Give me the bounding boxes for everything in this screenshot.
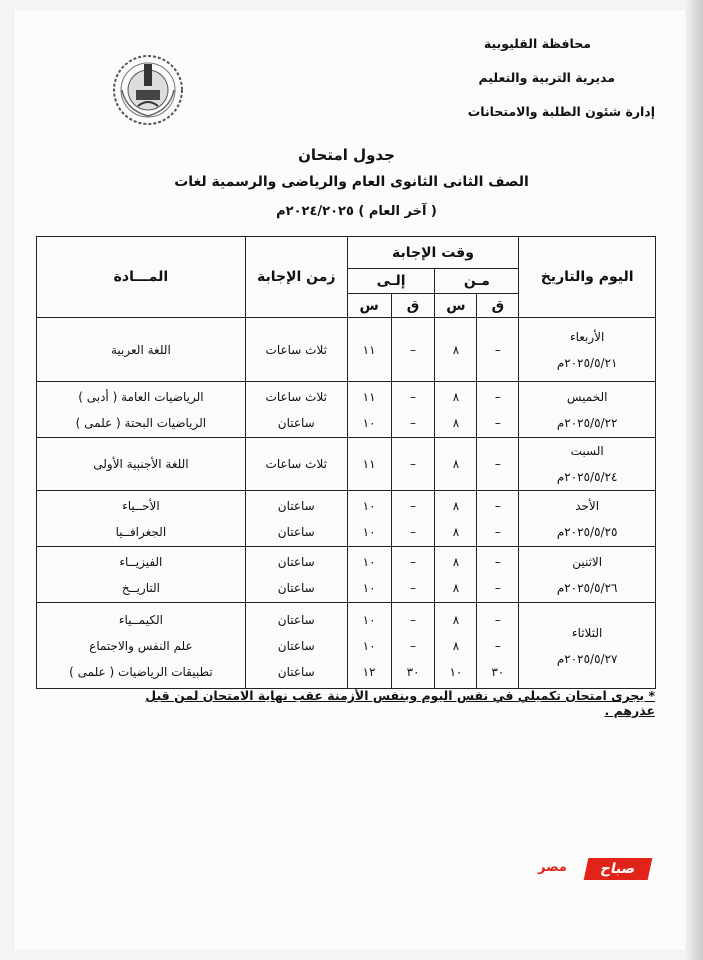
exam-schedule-table (36, 236, 656, 689)
to-q-value: – (410, 342, 417, 357)
from-s-cell (435, 603, 477, 689)
header-to-q: ق (391, 294, 435, 318)
to-s-cell (347, 491, 391, 547)
to-s-value: ١٠ (362, 498, 376, 513)
to-s-cell (347, 318, 391, 382)
day-name: السبت (570, 444, 604, 458)
subject-cell (37, 491, 246, 547)
subject-cell (37, 438, 246, 491)
duration-value: ساعتان (277, 580, 315, 595)
table-row (37, 603, 656, 689)
to-q-cell (391, 438, 435, 491)
from-q-value: – (494, 612, 501, 627)
from-s-value: ٨ (452, 554, 460, 569)
to-q-cell (391, 603, 435, 689)
schedule-title: جدول امتحان (298, 146, 395, 164)
table-row (37, 438, 656, 491)
subject-value: التاريــخ (121, 580, 160, 595)
day-name: الأربعاء (569, 329, 605, 344)
makeup-exam-note: * يجرى امتحان تكميلي في نفس اليوم وبنفس الأزمنة عقب نهاية الامتحان لمن قبل عذرهم . (145, 688, 655, 718)
from-q-cell (477, 491, 519, 547)
to-q-cell (391, 547, 435, 603)
subject-value: الرياضيات البحتة ( علمى ) (75, 415, 207, 430)
to-q-value: – (410, 612, 417, 627)
duration-cell (245, 603, 347, 689)
day-date-cell (519, 318, 656, 382)
grade-title: الصف الثانى الثانوى العام والرياضى والرسمية لغات (174, 174, 529, 190)
from-s-value: ٨ (452, 524, 460, 539)
exam-date: ٢٠٢٥/٥/٢٥م (556, 524, 618, 539)
to-s-cell (347, 382, 391, 438)
table-row (37, 491, 656, 547)
from-s-cell (435, 438, 477, 491)
brand-word: مصر (538, 860, 567, 875)
to-s-cell (347, 547, 391, 603)
duration-value: ساعتان (277, 524, 315, 539)
from-q-cell (477, 603, 519, 689)
day-date-cell (519, 382, 656, 438)
day-name: الأحد (575, 498, 600, 513)
from-q-value: – (494, 580, 501, 595)
to-q-value: – (410, 415, 417, 430)
governorate-label: محافظة القليوبية (483, 36, 591, 51)
header-from-q: ق (477, 294, 519, 318)
exam-date: ٢٠٢٥/٥/٢٢م (556, 415, 618, 430)
duration-value: ساعتان (277, 638, 315, 653)
from-s-cell (435, 547, 477, 603)
page-edge-shadow (685, 0, 703, 960)
subject-value: الفيزيــاء (119, 554, 163, 569)
from-s-value: ٨ (452, 342, 460, 357)
header-from: مـن (435, 269, 519, 294)
to-s-cell (347, 603, 391, 689)
duration-value: ثلاث ساعات (265, 342, 327, 357)
header-to-s: س (347, 294, 391, 318)
to-s-value: ١٠ (362, 612, 376, 627)
to-s-value: ١٠ (362, 554, 376, 569)
subject-value: الأحــياء (122, 498, 160, 513)
to-q-value: – (410, 638, 417, 653)
day-date-cell (519, 438, 656, 491)
header-day-date: اليوم والتاريخ (519, 237, 656, 318)
to-q-cell (391, 382, 435, 438)
subject-value: الكيمــياء (118, 612, 163, 627)
from-s-value: ١٠ (449, 664, 463, 679)
to-q-value: – (410, 524, 417, 539)
from-q-value: – (494, 554, 501, 569)
from-s-cell (435, 382, 477, 438)
day-name: الاثنين (572, 554, 603, 569)
subject-value: علم النفس والاجتماع (89, 638, 193, 653)
from-q-value: – (494, 415, 501, 430)
to-s-value: ١٠ (362, 638, 376, 653)
duration-cell (245, 438, 347, 491)
duration-value: ساعتان (277, 664, 315, 679)
from-s-value: ٨ (452, 638, 460, 653)
day-date-cell (519, 491, 656, 547)
from-q-value: ٣٠ (491, 664, 505, 679)
subject-cell (37, 547, 246, 603)
from-q-cell (477, 318, 519, 382)
duration-value: ثلاث ساعات (265, 389, 327, 404)
from-s-cell (435, 318, 477, 382)
day-date-cell (519, 603, 656, 689)
subject-value: اللغة الأجنبية الأولى (93, 457, 189, 471)
to-s-value: ١٢ (362, 664, 376, 679)
duration-value: ساعتان (277, 498, 315, 513)
duration-value: ثلاث ساعات (265, 457, 327, 471)
term-title: ( آخر العام ) ٢٠٢٤/٢٠٢٥م (276, 204, 437, 219)
to-s-value: ١٠ (362, 524, 376, 539)
table-row (37, 382, 656, 438)
from-q-value: – (494, 498, 501, 513)
from-q-value: – (494, 457, 501, 471)
day-name: الثلاثاء (571, 625, 603, 640)
to-q-value: – (410, 389, 417, 404)
brand-box: صباح (584, 858, 653, 880)
from-s-value: ٨ (452, 612, 460, 627)
to-q-value: – (410, 498, 417, 513)
to-q-cell (391, 318, 435, 382)
from-s-value: ٨ (452, 498, 460, 513)
to-s-value: ١٠ (362, 415, 376, 430)
from-s-cell (435, 491, 477, 547)
exam-date: ٢٠٢٥/٥/٢٤م (556, 470, 618, 484)
header-subject: المـــادة (37, 237, 246, 318)
to-q-value: – (410, 554, 417, 569)
exam-date: ٢٠٢٥/٥/٢٧م (556, 651, 618, 666)
sabah-masr-logo (536, 858, 650, 882)
header-from-s: س (435, 294, 477, 318)
day-date-cell (519, 547, 656, 603)
duration-cell (245, 318, 347, 382)
subject-cell (37, 382, 246, 438)
from-s-value: ٨ (452, 415, 460, 430)
from-q-value: – (494, 524, 501, 539)
from-s-value: ٨ (452, 457, 460, 471)
subject-value: الرياضيات العامة ( أدبى ) (78, 389, 204, 404)
to-s-value: ١١ (362, 457, 376, 471)
table-row (37, 547, 656, 603)
ministry-logo-icon (108, 50, 188, 130)
to-q-value: – (410, 580, 417, 595)
subject-value: اللغة العربية (111, 342, 171, 357)
duration-value: ساعتان (277, 612, 315, 627)
duration-value: ساعتان (277, 415, 315, 430)
directorate-label: مديرية التربية والتعليم (478, 70, 615, 85)
to-q-value: – (410, 457, 417, 471)
from-q-value: – (494, 638, 501, 653)
from-s-value: ٨ (452, 389, 460, 404)
duration-cell (245, 547, 347, 603)
to-s-cell (347, 438, 391, 491)
to-q-value: ٣٠ (406, 664, 420, 679)
from-q-value: – (494, 389, 501, 404)
to-s-value: ١٠ (362, 580, 376, 595)
header-to: إلـى (347, 269, 435, 294)
subject-value: تطبيقات الرياضيات ( علمى ) (69, 664, 213, 679)
duration-cell (245, 382, 347, 438)
subject-cell (37, 603, 246, 689)
header-answer-time: وقت الإجابة (347, 237, 519, 269)
duration-cell (245, 491, 347, 547)
administration-label: إدارة شئون الطلبة والامتحانات (467, 104, 655, 119)
to-q-cell (391, 491, 435, 547)
header-duration: زمن الإجابة (245, 237, 347, 318)
subject-cell (37, 318, 246, 382)
exam-date: ٢٠٢٥/٥/٢٦م (556, 580, 618, 595)
table-row (37, 318, 656, 382)
exam-date: ٢٠٢٥/٥/٢١م (556, 355, 618, 370)
from-q-cell (477, 382, 519, 438)
from-q-value: – (494, 342, 501, 357)
schedule-body (37, 318, 656, 689)
duration-value: ساعتان (277, 554, 315, 569)
from-s-value: ٨ (452, 580, 460, 595)
day-name: الخميس (566, 389, 608, 404)
subject-value: الجغرافــيا (115, 524, 167, 539)
to-s-value: ١١ (362, 389, 376, 404)
to-s-value: ١١ (362, 342, 376, 357)
from-q-cell (477, 438, 519, 491)
from-q-cell (477, 547, 519, 603)
